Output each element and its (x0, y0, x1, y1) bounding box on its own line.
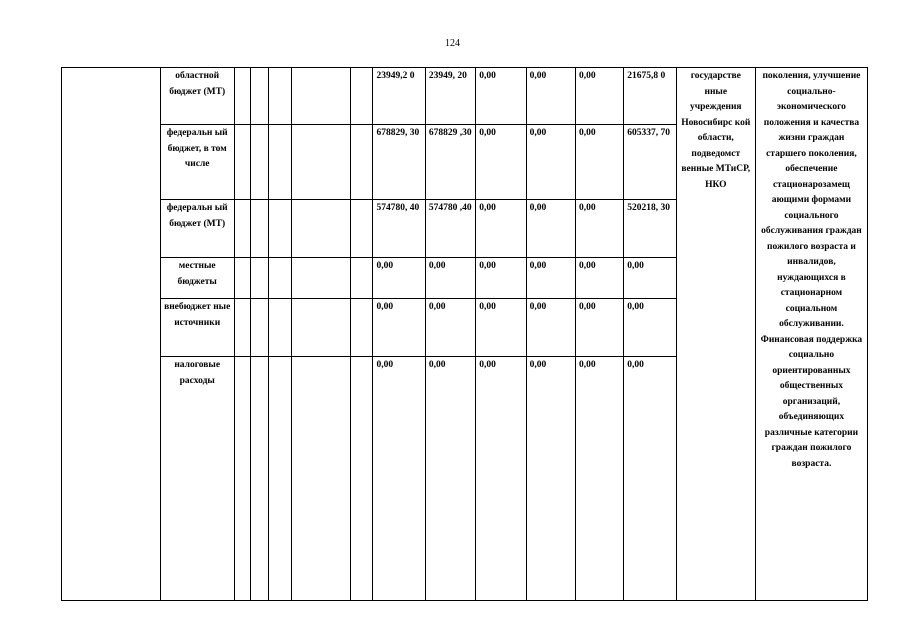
value-cell: 0,00 (526, 125, 575, 200)
value-cell: 0,00 (373, 258, 425, 299)
source-cell: областной бюджет (МТ) (160, 68, 234, 125)
empty-cell (251, 357, 268, 601)
empty-cell (350, 258, 373, 299)
empty-cell (251, 258, 268, 299)
value-cell: 0,00 (476, 258, 526, 299)
source-cell: внебюджет ные источники (160, 299, 234, 357)
value-cell: 574780, 40 (373, 200, 425, 258)
table-row (62, 68, 868, 125)
event-cell (62, 68, 161, 601)
empty-cell (292, 200, 351, 258)
page-number: 124 (445, 38, 460, 49)
value-cell: 0,00 (526, 258, 575, 299)
value-cell: 574780 ,40 (425, 200, 475, 258)
empty-cell (350, 68, 373, 125)
value-cell: 678829, 30 (373, 125, 425, 200)
source-cell: местные бюджеты (160, 258, 234, 299)
value-cell: 0,00 (575, 357, 623, 601)
value-cell: 0,00 (476, 125, 526, 200)
value-cell: 0,00 (476, 357, 526, 601)
empty-cell (251, 299, 268, 357)
value-cell: 0,00 (526, 357, 575, 601)
value-cell: 0,00 (476, 68, 526, 125)
empty-cell (292, 68, 351, 125)
empty-cell (292, 125, 351, 200)
value-cell: 0,00 (575, 258, 623, 299)
value-cell: 520218, 30 (624, 200, 676, 258)
value-cell: 0,00 (575, 200, 623, 258)
source-cell: федеральн ый бюджет, в том числе (160, 125, 234, 200)
value-cell: 605337, 70 (624, 125, 676, 200)
source-cell: налоговые расходы (160, 357, 234, 601)
empty-cell (350, 357, 373, 601)
empty-cell (350, 299, 373, 357)
empty-cell (268, 258, 292, 299)
value-cell: 23949,2 0 (373, 68, 425, 125)
empty-cell (268, 125, 292, 200)
value-cell: 0,00 (476, 299, 526, 357)
empty-cell (268, 200, 292, 258)
empty-cell (350, 125, 373, 200)
value-cell: 0,00 (624, 357, 676, 601)
empty-cell (234, 125, 250, 200)
empty-cell (234, 258, 250, 299)
empty-cell (268, 357, 292, 601)
empty-cell (268, 299, 292, 357)
empty-cell (292, 258, 351, 299)
empty-cell (350, 200, 373, 258)
empty-cell (292, 299, 351, 357)
value-cell: 0,00 (476, 200, 526, 258)
empty-cell (268, 68, 292, 125)
value-cell: 21675,8 0 (624, 68, 676, 125)
value-cell: 0,00 (526, 200, 575, 258)
value-cell: 0,00 (575, 125, 623, 200)
empty-cell (234, 68, 250, 125)
empty-cell (251, 68, 268, 125)
value-cell: 23949, 20 (425, 68, 475, 125)
value-cell: 0,00 (575, 299, 623, 357)
source-cell: федеральн ый бюджет (МТ) (160, 200, 234, 258)
value-cell: 0,00 (526, 299, 575, 357)
value-cell: 0,00 (425, 258, 475, 299)
value-cell: 0,00 (526, 68, 575, 125)
value-cell: 0,00 (373, 357, 425, 601)
empty-cell (234, 299, 250, 357)
value-cell: 0,00 (624, 258, 676, 299)
value-cell: 0,00 (575, 68, 623, 125)
empty-cell (234, 200, 250, 258)
empty-cell (251, 125, 268, 200)
expected-result-cell: поколения, улучшение социально- экономического положения и качества жизни граждан старшего поколения, обеспечение стационарозамещ ающими формами социального обслуживания граждан пожилого возраста и инвалидов, нуждающихся в стационарном социальном обслуживании. Финансовая поддержка социально ориентированных общественных организаций, объединяющих различные категории граждан пожилого возраста. (755, 68, 867, 601)
empty-cell (292, 357, 351, 601)
value-cell: 0,00 (425, 299, 475, 357)
budget-table (61, 67, 868, 601)
executor-cell: государстве нные учреждения Новосибирс кой области, подведомст венные МТиСР, НКО (676, 68, 755, 601)
value-cell: 0,00 (373, 299, 425, 357)
empty-cell (234, 357, 250, 601)
value-cell: 0,00 (425, 357, 475, 601)
value-cell: 678829 ,30 (425, 125, 475, 200)
empty-cell (251, 200, 268, 258)
value-cell: 0,00 (624, 299, 676, 357)
